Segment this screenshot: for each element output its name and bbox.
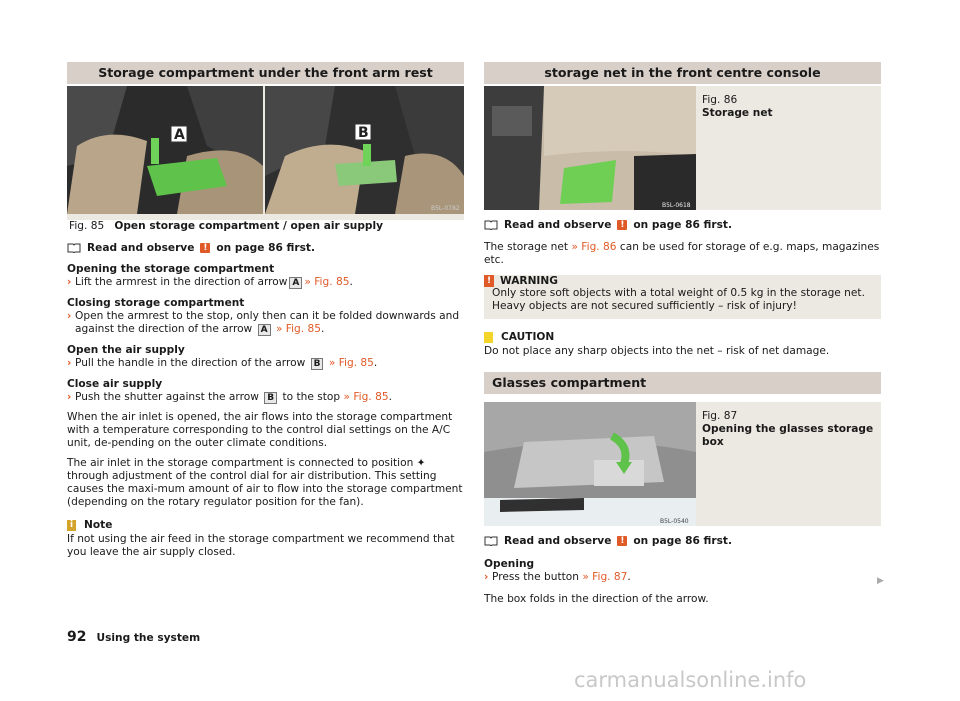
fig-link[interactable]: » Fig. 86 <box>571 241 617 253</box>
step-text-mid: to the stop <box>282 391 341 403</box>
heading-closing: Closing storage compartment <box>67 297 245 309</box>
book-icon <box>67 243 81 253</box>
figure-code: B5L-0782 <box>431 205 460 212</box>
figure-code: B5L-0540 <box>660 518 689 525</box>
section-title: storage net in the front centre console <box>484 62 881 84</box>
warning-icon: ! <box>484 275 494 287</box>
section-title: Storage compartment under the front arm rest <box>67 62 464 84</box>
caution-title: CAUTION <box>501 331 555 343</box>
read-prefix: Read and observe <box>87 242 195 254</box>
info-icon: i <box>67 520 76 531</box>
warning-icon: ! <box>617 536 627 546</box>
figure-title: Opening the glasses storage box <box>702 423 874 448</box>
step-arrow-icon: › <box>67 391 72 403</box>
step-closing <box>67 310 464 336</box>
figure-title: Storage net <box>702 107 773 119</box>
fig-link[interactable]: » Fig. 85 <box>328 357 374 369</box>
left-column <box>67 62 464 559</box>
book-icon <box>484 536 498 546</box>
note-heading <box>67 519 464 531</box>
read-observe <box>67 241 464 255</box>
read-observe-2 <box>484 534 881 548</box>
figure-85-photo-b <box>265 86 464 214</box>
step-air-open <box>67 357 464 370</box>
paragraph-air-position: The air inlet in the storage compartment is connected to position ✦ through adjustment of the control dial for air distribution. This setting causes the maxi-mum amount of air to flow into the storage compartment (depending on the rotary regulator position for the fan). <box>67 457 463 508</box>
step-arrow-icon: › <box>67 310 72 322</box>
section-title-glasses: Glasses compartment <box>484 372 881 394</box>
figure-87-photo <box>484 402 696 526</box>
read-suffix: on page 86 first. <box>633 535 733 547</box>
step-end: . <box>627 571 631 583</box>
read-prefix: Read and observe <box>504 219 612 231</box>
label-b: B <box>311 358 324 370</box>
net-text-end: can be used for storage of e.g. maps, magazines etc. <box>484 241 880 266</box>
figure-85-photo-a <box>67 86 263 214</box>
note-title: Note <box>84 519 113 531</box>
figure-86-photo <box>484 86 696 210</box>
fig-link[interactable]: » Fig. 87 <box>582 571 628 583</box>
caution-icon <box>484 332 493 343</box>
net-paragraph <box>484 241 881 267</box>
figure-86 <box>484 86 881 210</box>
step-opening <box>484 571 881 584</box>
heading-air-close: Close air supply <box>67 378 163 390</box>
step-arrow-icon: › <box>67 357 72 369</box>
step-end: . <box>349 276 353 288</box>
figure-number: Fig. 85 <box>69 220 105 232</box>
figure-87 <box>484 402 881 526</box>
net-text: The storage net <box>484 241 569 253</box>
callout-b: B <box>358 125 369 141</box>
figure-85-caption <box>67 220 464 233</box>
warning-title: WARNING <box>500 275 558 287</box>
step-end: . <box>373 357 378 369</box>
right-column <box>484 62 881 606</box>
step-arrow-icon: › <box>484 571 489 583</box>
figure-number: Fig. 86 <box>702 94 738 106</box>
step-text: Open the armrest to the stop, only then can it be folded downwards and against the direction of the arrow <box>75 310 460 335</box>
step-arrow-icon: › <box>67 276 72 288</box>
callout-a: A <box>174 127 185 143</box>
step-opening <box>67 276 464 289</box>
warning-icon: ! <box>200 243 210 253</box>
figure-number: Fig. 87 <box>702 410 738 422</box>
paragraph-air-inlet: When the air inlet is opened, the air flows into the storage compartment with a temperature corresponding to the control dial settings on the A/C unit, de-pending on the outer climate conditions. <box>67 411 453 449</box>
warning-text: Only store soft objects with a total weight of 0.5 kg in the storage net. Heavy objects are not secured sufficiently – risk of injury! <box>492 287 865 312</box>
watermark: carmanualsonline.info <box>574 668 807 692</box>
continue-arrow-icon: ▶ <box>877 576 884 586</box>
warning-icon: ! <box>617 220 627 230</box>
step-text: Pull the handle in the direction of the arrow <box>75 357 306 369</box>
step-air-close <box>67 391 464 404</box>
warning-header <box>484 275 881 287</box>
step-end: . <box>388 391 392 403</box>
figure-87-caption <box>702 410 881 449</box>
warning-box <box>484 275 881 319</box>
figure-title: Open storage compartment / open air supply <box>114 220 384 232</box>
page-number: 92 <box>67 629 87 645</box>
page-footer <box>67 629 200 645</box>
figure-86-caption <box>702 94 773 120</box>
fig-link[interactable]: » Fig. 85 <box>304 276 350 288</box>
label-a: A <box>289 277 302 289</box>
read-suffix: on page 86 first. <box>633 219 733 231</box>
read-observe <box>484 218 881 232</box>
step-text: Press the button <box>492 571 579 583</box>
step-text: Lift the armrest in the direction of arrow <box>75 276 288 288</box>
figure-85 <box>67 86 464 220</box>
fig-link[interactable]: » Fig. 85 <box>275 323 321 335</box>
chapter-title: Using the system <box>96 632 201 644</box>
heading-opening: Opening the storage compartment <box>67 263 275 275</box>
fig-link[interactable]: » Fig. 85 <box>343 391 389 403</box>
caution-heading <box>484 331 881 343</box>
book-icon <box>484 220 498 230</box>
heading-air-open: Open the air supply <box>67 344 185 356</box>
caution-text: Do not place any sharp objects into the net – risk of net damage. <box>484 345 830 357</box>
label-b: B <box>264 392 277 404</box>
label-a: A <box>258 324 271 336</box>
step-text: Push the shutter against the arrow <box>75 391 259 403</box>
heading-opening: Opening <box>484 558 535 570</box>
step-end: . <box>321 323 325 335</box>
note-text: If not using the air feed in the storage compartment we recommend that you leave the air supply closed. <box>67 533 455 558</box>
fold-text: The box folds in the direction of the arrow. <box>484 593 709 605</box>
read-suffix: on page 86 first. <box>216 242 316 254</box>
figure-code: B5L-0618 <box>662 202 691 209</box>
read-prefix: Read and observe <box>504 535 612 547</box>
